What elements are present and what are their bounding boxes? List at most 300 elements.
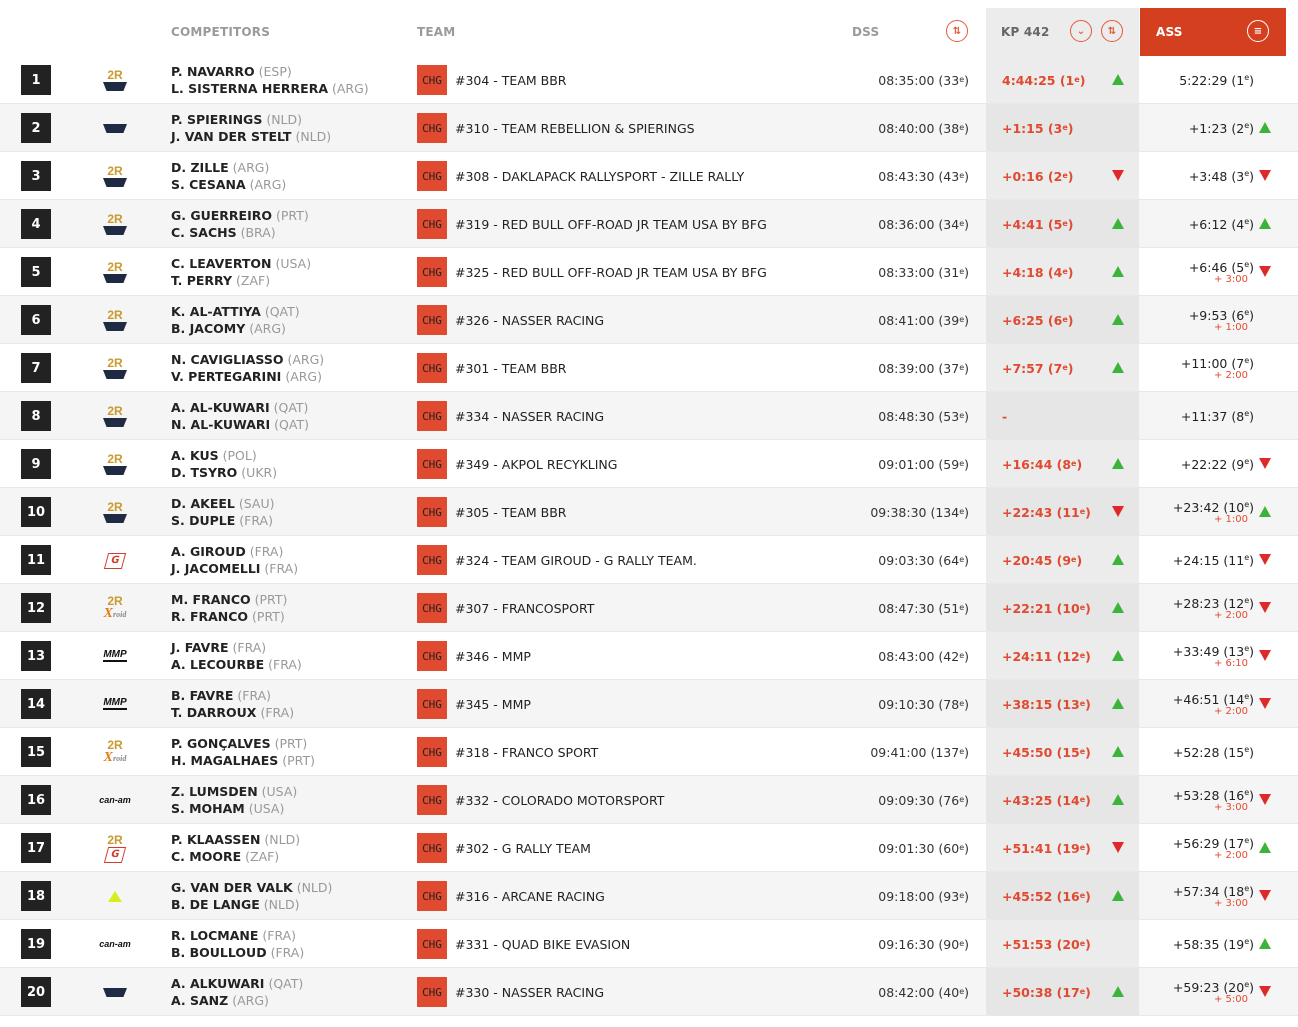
driver-name[interactable]: G. VAN DER VALK: [171, 880, 293, 895]
team-brand-logo: [96, 784, 134, 816]
category-badge: CHG: [417, 929, 447, 959]
driver-line[interactable]: [171, 351, 324, 368]
can-am-logo: can-am: [99, 939, 131, 949]
codriver-line[interactable]: [171, 224, 309, 241]
codriver-name[interactable]: S. DUPLE: [171, 513, 236, 528]
codriver-nationality: (UKR): [241, 465, 278, 480]
toyota-logo-icon: [103, 82, 127, 91]
dss-time: 08:36:00 (34 e ): [878, 216, 969, 232]
table-row[interactable]: [0, 296, 1298, 344]
ass-time-ordinal: e: [1244, 936, 1250, 946]
codriver-line[interactable]: [171, 944, 304, 961]
table-row[interactable]: [0, 632, 1298, 680]
codriver-nationality: (FRA): [270, 945, 305, 960]
driver-line[interactable]: [171, 447, 277, 464]
table-row[interactable]: [0, 56, 1298, 104]
kp-time: +50:38 (17 e ): [1002, 984, 1091, 1000]
category-badge: CHG: [417, 833, 447, 863]
codriver-line[interactable]: [171, 896, 332, 913]
team-name[interactable]: #334 - NASSER RACING: [455, 408, 605, 424]
driver-name[interactable]: Z. LUMSDEN: [171, 784, 258, 799]
xroid-logo-suffix: roid: [113, 753, 127, 763]
ass-time-cell: [1054, 56, 1254, 104]
rank-badge: 18: [21, 881, 51, 911]
kp-select-chevron-icon[interactable]: ⌄: [1070, 20, 1092, 42]
ass-time: +57:34 (18e): [1172, 883, 1254, 899]
dss-time: 09:16:30 (90 e ): [878, 936, 969, 952]
driver-names: [171, 303, 300, 337]
dss-time: 09:10:30 (78 e ): [878, 696, 969, 712]
penalty-time: + 5:00: [1213, 993, 1248, 1005]
toyota-logo-icon: [103, 124, 127, 133]
ass-time: +59:23 (20e): [1172, 979, 1254, 995]
team-name[interactable]: #324 - TEAM GIROUD - G RALLY TEAM.: [455, 552, 697, 568]
driver-names: [171, 159, 286, 193]
driver-nationality: (NLD): [296, 880, 333, 895]
team-name[interactable]: #310 - TEAM REBELLION & SPIERINGS: [455, 120, 695, 136]
dss-column-header: DSS: [852, 25, 880, 39]
driver-name[interactable]: D. AKEEL: [171, 496, 235, 511]
category-badge: CHG: [417, 785, 447, 815]
g-rally-logo: G: [104, 553, 126, 569]
team-name[interactable]: #331 - QUAD BIKE EVASION: [455, 936, 631, 952]
driver-nationality: (ARG): [287, 352, 325, 367]
driver-name[interactable]: A. GIROUD: [171, 544, 246, 559]
table-row[interactable]: [0, 536, 1298, 584]
driver-line[interactable]: [171, 735, 315, 752]
codriver-line[interactable]: [171, 128, 331, 145]
team-brand-logo: [96, 256, 134, 288]
penalty-time: + 3:00: [1213, 897, 1248, 909]
2r-logo: 2R: [107, 832, 123, 847]
category-badge: CHG: [417, 977, 447, 1007]
codriver-line[interactable]: [171, 320, 300, 337]
driver-names: [171, 351, 324, 385]
table-row[interactable]: [0, 248, 1298, 296]
codriver-nationality: (PRT): [252, 609, 285, 624]
driver-line[interactable]: [171, 111, 331, 128]
ass-time-ordinal: e: [1244, 691, 1250, 701]
team-brand-logo: [96, 928, 134, 960]
team-name[interactable]: #326 - NASSER RACING: [455, 312, 605, 328]
team-column-header: TEAM: [417, 25, 456, 39]
team-name[interactable]: #325 - RED BULL OFF-ROAD JR TEAM USA BY BFG: [455, 264, 767, 280]
2r-logo: 2R: [107, 356, 123, 370]
codriver-line[interactable]: [171, 752, 315, 769]
team-name[interactable]: #305 - TEAM BBR: [455, 504, 567, 520]
driver-name[interactable]: G. GUERREIRO: [171, 208, 273, 223]
codriver-line[interactable]: [171, 416, 309, 433]
ass-time: +23:42 (10e): [1172, 499, 1254, 515]
codriver-name[interactable]: H. MAGALHAES: [171, 753, 279, 768]
codriver-name[interactable]: B. BOULLOUD: [171, 945, 267, 960]
team-name[interactable]: #346 - MMP: [455, 648, 531, 664]
ass-time-ordinal: e: [1244, 259, 1250, 269]
codriver-name[interactable]: A. SANZ: [171, 993, 229, 1008]
codriver-line[interactable]: [171, 608, 287, 625]
team-brand-logo: [96, 592, 134, 624]
codriver-name[interactable]: C. MOORE: [171, 849, 242, 864]
team-name[interactable]: #308 - DAKLAPACK RALLYSPORT - ZILLE RALLY: [455, 168, 745, 184]
dss-time: 09:01:30 (60 e ): [878, 840, 969, 856]
team-brand-logo: [96, 640, 134, 672]
kp-time: +51:53 (20 e ): [1002, 936, 1091, 952]
dss-time: 09:41:00 (137 e ): [870, 744, 969, 760]
driver-names: [171, 687, 294, 721]
team-name[interactable]: #345 - MMP: [455, 696, 531, 712]
kp-sort-icon[interactable]: ⇅: [1101, 20, 1123, 42]
ass-time-cell: [1054, 536, 1254, 584]
driver-names: [171, 399, 309, 433]
2r-logo: 2R: [107, 452, 123, 466]
ass-time-cell: [1054, 440, 1254, 488]
driver-line[interactable]: [171, 303, 300, 320]
driver-name[interactable]: D. ZILLE: [171, 160, 229, 175]
codriver-nationality: (PRT): [282, 753, 315, 768]
category-badge: CHG: [417, 401, 447, 431]
driver-names: [171, 447, 277, 481]
driver-line[interactable]: [171, 543, 298, 560]
driver-name[interactable]: P. GONÇALVES: [171, 736, 271, 751]
table-row[interactable]: [0, 200, 1298, 248]
driver-name[interactable]: C. LEAVERTON: [171, 256, 272, 271]
driver-name[interactable]: P. KLAASSEN: [171, 832, 261, 847]
ass-trend-down-icon: [1259, 602, 1271, 613]
driver-name[interactable]: A. AL-KUWARI: [171, 400, 270, 415]
codriver-name[interactable]: D. TSYRO: [171, 465, 238, 480]
ass-time-cell: [1054, 392, 1254, 440]
rank-badge: 8: [21, 401, 51, 431]
codriver-line[interactable]: [171, 80, 369, 97]
team-brand-logo: [96, 736, 134, 768]
kp-time: +45:52 (16 e ): [1002, 888, 1091, 904]
driver-line[interactable]: [171, 495, 275, 512]
category-badge: CHG: [417, 689, 447, 719]
table-row[interactable]: [0, 824, 1298, 872]
codriver-name[interactable]: T. PERRY: [171, 273, 233, 288]
table-header: [0, 8, 1298, 56]
driver-name[interactable]: J. FAVRE: [171, 640, 229, 655]
2r-logo: 2R: [107, 500, 123, 514]
ass-time-cell: [1054, 872, 1254, 920]
ass-time: +6:12 (4e): [1188, 216, 1254, 232]
penalty-time: + 1:00: [1213, 321, 1248, 333]
driver-name[interactable]: N. CAVIGLIASSO: [171, 352, 284, 367]
codriver-line[interactable]: [171, 368, 324, 385]
driver-line[interactable]: [171, 159, 286, 176]
table-row[interactable]: [0, 680, 1298, 728]
ass-time-cell: [1054, 344, 1254, 392]
driver-nationality: (PRT): [254, 592, 288, 607]
ass-time-ordinal: e: [1244, 216, 1250, 226]
team-name[interactable]: #307 - FRANCOSPORT: [455, 600, 595, 616]
category-badge: CHG: [417, 209, 447, 239]
ass-time-ordinal: e: [1244, 307, 1250, 317]
kp-time: 4:44:25 (1 e ): [1002, 72, 1086, 88]
dss-time: 09:03:30 (64 e ): [878, 552, 969, 568]
ass-time: +28:23 (12e): [1172, 595, 1254, 611]
ass-column-header: ASS: [1156, 25, 1183, 39]
kp-time: +16:44 (8 e ): [1002, 456, 1083, 472]
ass-trend-down-icon: [1259, 890, 1271, 901]
driver-name[interactable]: A. KUS: [171, 448, 219, 463]
team-name[interactable]: #332 - COLORADO MOTORSPORT: [455, 792, 665, 808]
codriver-nationality: (BRA): [240, 225, 276, 240]
team-brand-logo: [96, 976, 134, 1008]
kp-time: +51:41 (19 e ): [1002, 840, 1091, 856]
rank-badge: 10: [21, 497, 51, 527]
category-badge: CHG: [417, 161, 447, 191]
kp-time: +22:21 (10 e ): [1002, 600, 1091, 616]
ass-trend-down-icon: [1259, 266, 1271, 277]
table-row[interactable]: [0, 344, 1298, 392]
table-row[interactable]: [0, 776, 1298, 824]
2r-logo: 2R: [107, 737, 123, 752]
2r-logo: 2R: [107, 212, 123, 226]
codriver-line[interactable]: [171, 176, 286, 193]
xroid-logo: Xroid: [103, 605, 127, 621]
category-badge: CHG: [417, 305, 447, 335]
team-name[interactable]: #302 - G RALLY TEAM: [455, 840, 591, 856]
driver-name[interactable]: B. FAVRE: [171, 688, 234, 703]
ass-time: +33:49 (13e): [1172, 643, 1254, 659]
codriver-line[interactable]: [171, 464, 277, 481]
kp-time: +45:50 (15 e ): [1002, 744, 1091, 760]
codriver-nationality: (FRA): [260, 705, 295, 720]
driver-nationality: (NLD): [266, 112, 303, 127]
table-row[interactable]: [0, 440, 1298, 488]
codriver-name[interactable]: S. CESANA: [171, 177, 246, 192]
driver-line[interactable]: [171, 783, 297, 800]
dss-time: 09:09:30 (76 e ): [878, 792, 969, 808]
table-row[interactable]: [0, 104, 1298, 152]
category-badge: CHG: [417, 497, 447, 527]
codriver-nationality: (QAT): [274, 417, 309, 432]
ass-time: +11:00 (7e): [1180, 355, 1254, 371]
codriver-nationality: (FRA): [268, 657, 302, 672]
rank-badge: 5: [21, 257, 51, 287]
driver-names: [171, 495, 275, 529]
driver-line[interactable]: [171, 879, 332, 896]
ass-trend-down-icon: [1259, 986, 1271, 997]
codriver-name[interactable]: R. FRANCO: [171, 609, 249, 624]
toyota-logo-icon: [103, 322, 127, 331]
ass-time: +46:51 (14e): [1172, 691, 1254, 707]
ass-time-cell: [1054, 680, 1254, 728]
ass-time-ordinal: e: [1244, 499, 1250, 509]
rank-badge: 11: [21, 545, 51, 575]
ass-time-cell: [1054, 200, 1254, 248]
table-row[interactable]: [0, 728, 1298, 776]
codriver-name[interactable]: L. SISTERNA HERRERA: [171, 81, 328, 96]
driver-line[interactable]: [171, 63, 369, 80]
xroid-logo: Xroid: [103, 749, 127, 765]
category-badge: CHG: [417, 353, 447, 383]
rank-badge: 12: [21, 593, 51, 623]
team-name[interactable]: #319 - RED BULL OFF-ROAD JR TEAM USA BY BFG: [455, 216, 767, 232]
codriver-line[interactable]: [171, 992, 303, 1009]
2r-logo: 2R: [107, 593, 123, 608]
rank-badge: 17: [21, 833, 51, 863]
category-badge: CHG: [417, 737, 447, 767]
driver-name[interactable]: P. SPIERINGS: [171, 112, 263, 127]
rank-badge: 1: [21, 65, 51, 95]
driver-names: [171, 207, 309, 241]
dss-sort-icon[interactable]: ⇅: [946, 20, 968, 42]
driver-line[interactable]: [171, 207, 309, 224]
team-name[interactable]: #301 - TEAM BBR: [455, 360, 567, 376]
category-badge: CHG: [417, 449, 447, 479]
driver-line[interactable]: [171, 399, 309, 416]
ass-time-ordinal: e: [1244, 456, 1250, 466]
ass-trend-down-icon: [1259, 458, 1271, 469]
table-row[interactable]: [0, 392, 1298, 440]
driver-nationality: (PRT): [276, 208, 309, 223]
driver-nationality: (FRA): [237, 688, 272, 703]
driver-name[interactable]: P. NAVARRO: [171, 64, 255, 79]
team-name[interactable]: #316 - ARCANE RACING: [455, 888, 605, 904]
kp-time: +7:57 (7 e ): [1002, 360, 1074, 376]
ass-sort-icon[interactable]: ≡: [1247, 20, 1269, 42]
table-row[interactable]: [0, 872, 1298, 920]
codriver-name[interactable]: J. JACOMELLI: [171, 561, 261, 576]
ass-time: +9:53 (6e): [1188, 307, 1254, 323]
driver-line[interactable]: [171, 975, 303, 992]
codriver-name[interactable]: N. AL-KUWARI: [171, 417, 271, 432]
dss-time: 08:42:00 (40 e ): [878, 984, 969, 1000]
driver-line[interactable]: [171, 255, 311, 272]
toyota-logo-icon: [103, 178, 127, 187]
ass-time: +6:46 (5e): [1188, 259, 1254, 275]
ass-time-ordinal: e: [1244, 72, 1250, 82]
ass-time: +52:28 (15e): [1172, 744, 1254, 760]
codriver-line[interactable]: [171, 848, 300, 865]
driver-line[interactable]: [171, 687, 294, 704]
ass-time-ordinal: e: [1244, 883, 1250, 893]
driver-names: [171, 831, 300, 865]
codriver-line[interactable]: [171, 512, 275, 529]
driver-line[interactable]: [171, 591, 287, 608]
driver-nationality: (NLD): [264, 832, 301, 847]
mmp-logo: MMP: [103, 697, 127, 708]
team-brand-logo: [96, 400, 134, 432]
ass-time-ordinal: e: [1244, 835, 1250, 845]
penalty-time: + 2:00: [1213, 705, 1248, 717]
dss-time: 09:01:00 (59 e ): [878, 456, 969, 472]
codriver-line[interactable]: [171, 704, 294, 721]
table-row[interactable]: [0, 584, 1298, 632]
table-row[interactable]: [0, 968, 1298, 1016]
ass-trend-up-icon: [1259, 506, 1271, 517]
ass-time: +56:29 (17e): [1172, 835, 1254, 851]
driver-names: [171, 591, 287, 625]
codriver-line[interactable]: [171, 800, 297, 817]
penalty-time: + 3:00: [1213, 801, 1248, 813]
competitors-column-header: COMPETITORS: [171, 25, 271, 39]
toyota-logo-icon: [103, 418, 127, 427]
codriver-name[interactable]: A. LECOURBE: [171, 657, 265, 672]
codriver-nationality: (ZAF): [245, 849, 280, 864]
kp-column-header[interactable]: KP 442: [1001, 25, 1050, 39]
driver-line[interactable]: [171, 831, 300, 848]
ass-time-cell: [1054, 104, 1254, 152]
toyota-logo-icon: [103, 466, 127, 475]
row-divider: [0, 1015, 1298, 1016]
dss-time: 09:18:00 (93 e ): [878, 888, 969, 904]
codriver-line[interactable]: [171, 560, 298, 577]
kp-time: +20:45 (9 e ): [1002, 552, 1083, 568]
team-name[interactable]: #330 - NASSER RACING: [455, 984, 605, 1000]
team-brand-logo: [96, 112, 134, 144]
codriver-name[interactable]: J. VAN DER STELT: [171, 129, 292, 144]
rank-badge: 4: [21, 209, 51, 239]
penalty-time: + 2:00: [1213, 849, 1248, 861]
driver-names: [171, 879, 332, 913]
2r-logo: 2R: [107, 68, 123, 82]
dss-time: 08:39:00 (37 e ): [878, 360, 969, 376]
table-row[interactable]: [0, 152, 1298, 200]
codriver-name[interactable]: S. MOHAM: [171, 801, 245, 816]
codriver-name[interactable]: C. SACHS: [171, 225, 237, 240]
driver-nationality: (ARG): [232, 160, 270, 175]
driver-names: [171, 543, 298, 577]
category-badge: CHG: [417, 881, 447, 911]
driver-nationality: (FRA): [249, 544, 284, 559]
ass-trend-down-icon: [1259, 650, 1271, 661]
codriver-name[interactable]: V. PERTEGARINI: [171, 369, 282, 384]
team-brand-logo: [96, 352, 134, 384]
xroid-logo-suffix: roid: [113, 609, 127, 619]
driver-nationality: (FRA): [262, 928, 297, 943]
kp-time: +22:43 (11 e ): [1002, 504, 1091, 520]
team-name[interactable]: #304 - TEAM BBR: [455, 72, 567, 88]
kp-time: +38:15 (13 e ): [1002, 696, 1091, 712]
team-brand-logo: [96, 832, 134, 864]
ass-trend-down-icon: [1259, 794, 1271, 805]
driver-name[interactable]: A. ALKUWARI: [171, 976, 265, 991]
codriver-nationality: (FRA): [264, 561, 299, 576]
driver-line[interactable]: [171, 927, 304, 944]
codriver-line[interactable]: [171, 656, 302, 673]
driver-name[interactable]: R. LOCMANE: [171, 928, 259, 943]
driver-line[interactable]: [171, 639, 302, 656]
driver-name[interactable]: K. AL-ATTIYA: [171, 304, 261, 319]
category-badge: CHG: [417, 641, 447, 671]
driver-name[interactable]: M. FRANCO: [171, 592, 251, 607]
codriver-name[interactable]: B. DE LANGE: [171, 897, 260, 912]
ass-trend-up-icon: [1259, 122, 1271, 133]
table-row[interactable]: [0, 488, 1298, 536]
table-row[interactable]: [0, 920, 1298, 968]
driver-nationality: (USA): [275, 256, 312, 271]
mmp-logo: MMP: [103, 649, 127, 660]
toyota-logo-icon: [103, 988, 127, 997]
codriver-line[interactable]: [171, 272, 311, 289]
team-name[interactable]: #318 - FRANCO SPORT: [455, 744, 599, 760]
team-brand-logo: [96, 208, 134, 240]
codriver-name[interactable]: T. DARROUX: [171, 705, 257, 720]
kp-time: +4:18 (4 e ): [1002, 264, 1074, 280]
ass-time: +11:37 (8e): [1180, 408, 1254, 424]
ass-time-ordinal: e: [1244, 552, 1250, 562]
team-name[interactable]: #349 - AKPOL RECYKLING: [455, 456, 618, 472]
ass-time-cell: [1054, 824, 1254, 872]
codriver-name[interactable]: B. JACOMY: [171, 321, 246, 336]
rank-badge: 20: [21, 977, 51, 1007]
kp-time: +24:11 (12 e ): [1002, 648, 1091, 664]
codriver-nationality: (ARG): [285, 369, 322, 384]
toyota-logo-icon: [103, 370, 127, 379]
